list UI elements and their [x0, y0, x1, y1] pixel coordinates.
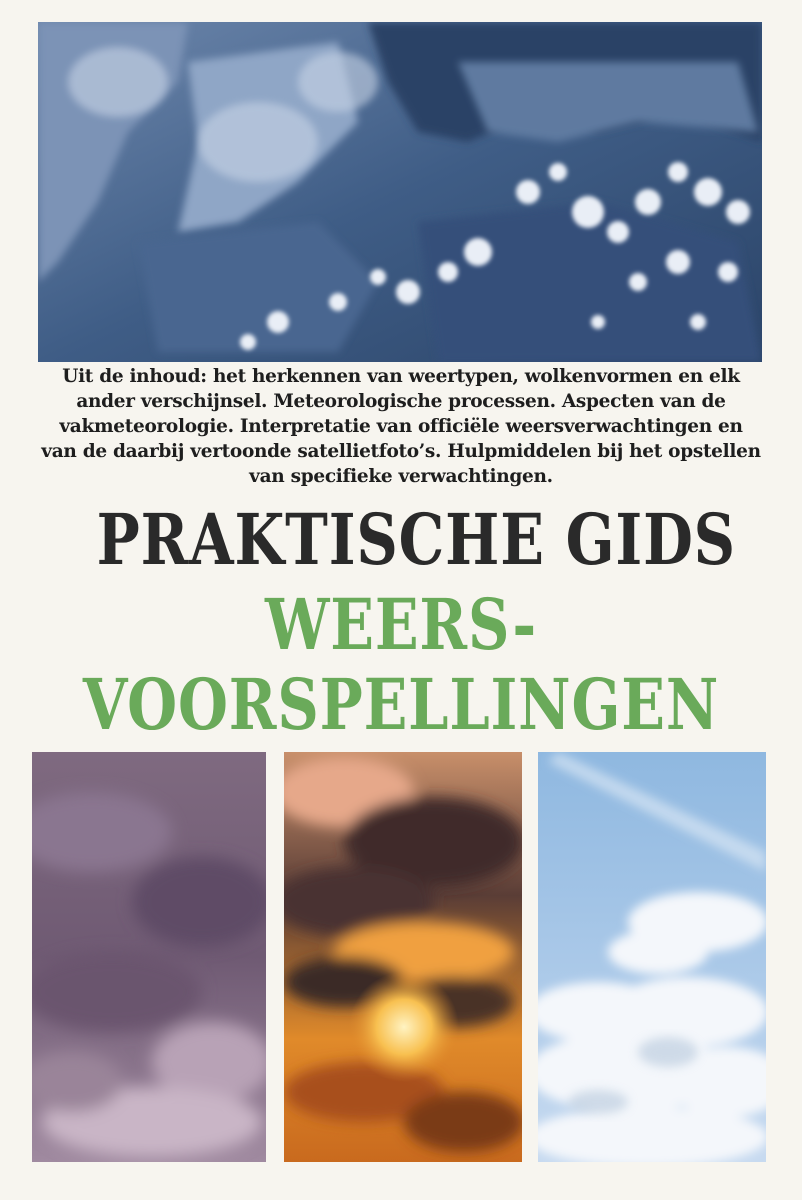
book-subtitle [80, 585, 721, 745]
sky-photo-cumulus [538, 752, 766, 1162]
book-title: PRAKTISCHE GIDS [96, 498, 736, 581]
subtitle-line: VOORSPELLINGEN [82, 663, 720, 746]
blurb-line: van de daarbij vertoonde satellietfoto’s. Hulpmiddelen bij het opstellen [41, 441, 761, 462]
blurb-line: Uit de inhoud: het herkennen van weertypen, wolkenvormen en elk [62, 366, 740, 387]
blurb-line: vakmeteorologie. Interpretatie van officiële weersverwachtingen en [59, 416, 743, 437]
subtitle-line: WEERS- [265, 583, 537, 666]
cover-blurb [40, 364, 762, 489]
blurb-line: ander verschijnsel. Meteorologische processen. Aspecten van de [76, 391, 726, 412]
sky-photo-sunset [284, 752, 522, 1162]
satellite-photo [38, 22, 762, 362]
sky-photo-overcast [32, 752, 266, 1162]
blurb-line: van specifieke verwachtingen. [249, 466, 553, 487]
